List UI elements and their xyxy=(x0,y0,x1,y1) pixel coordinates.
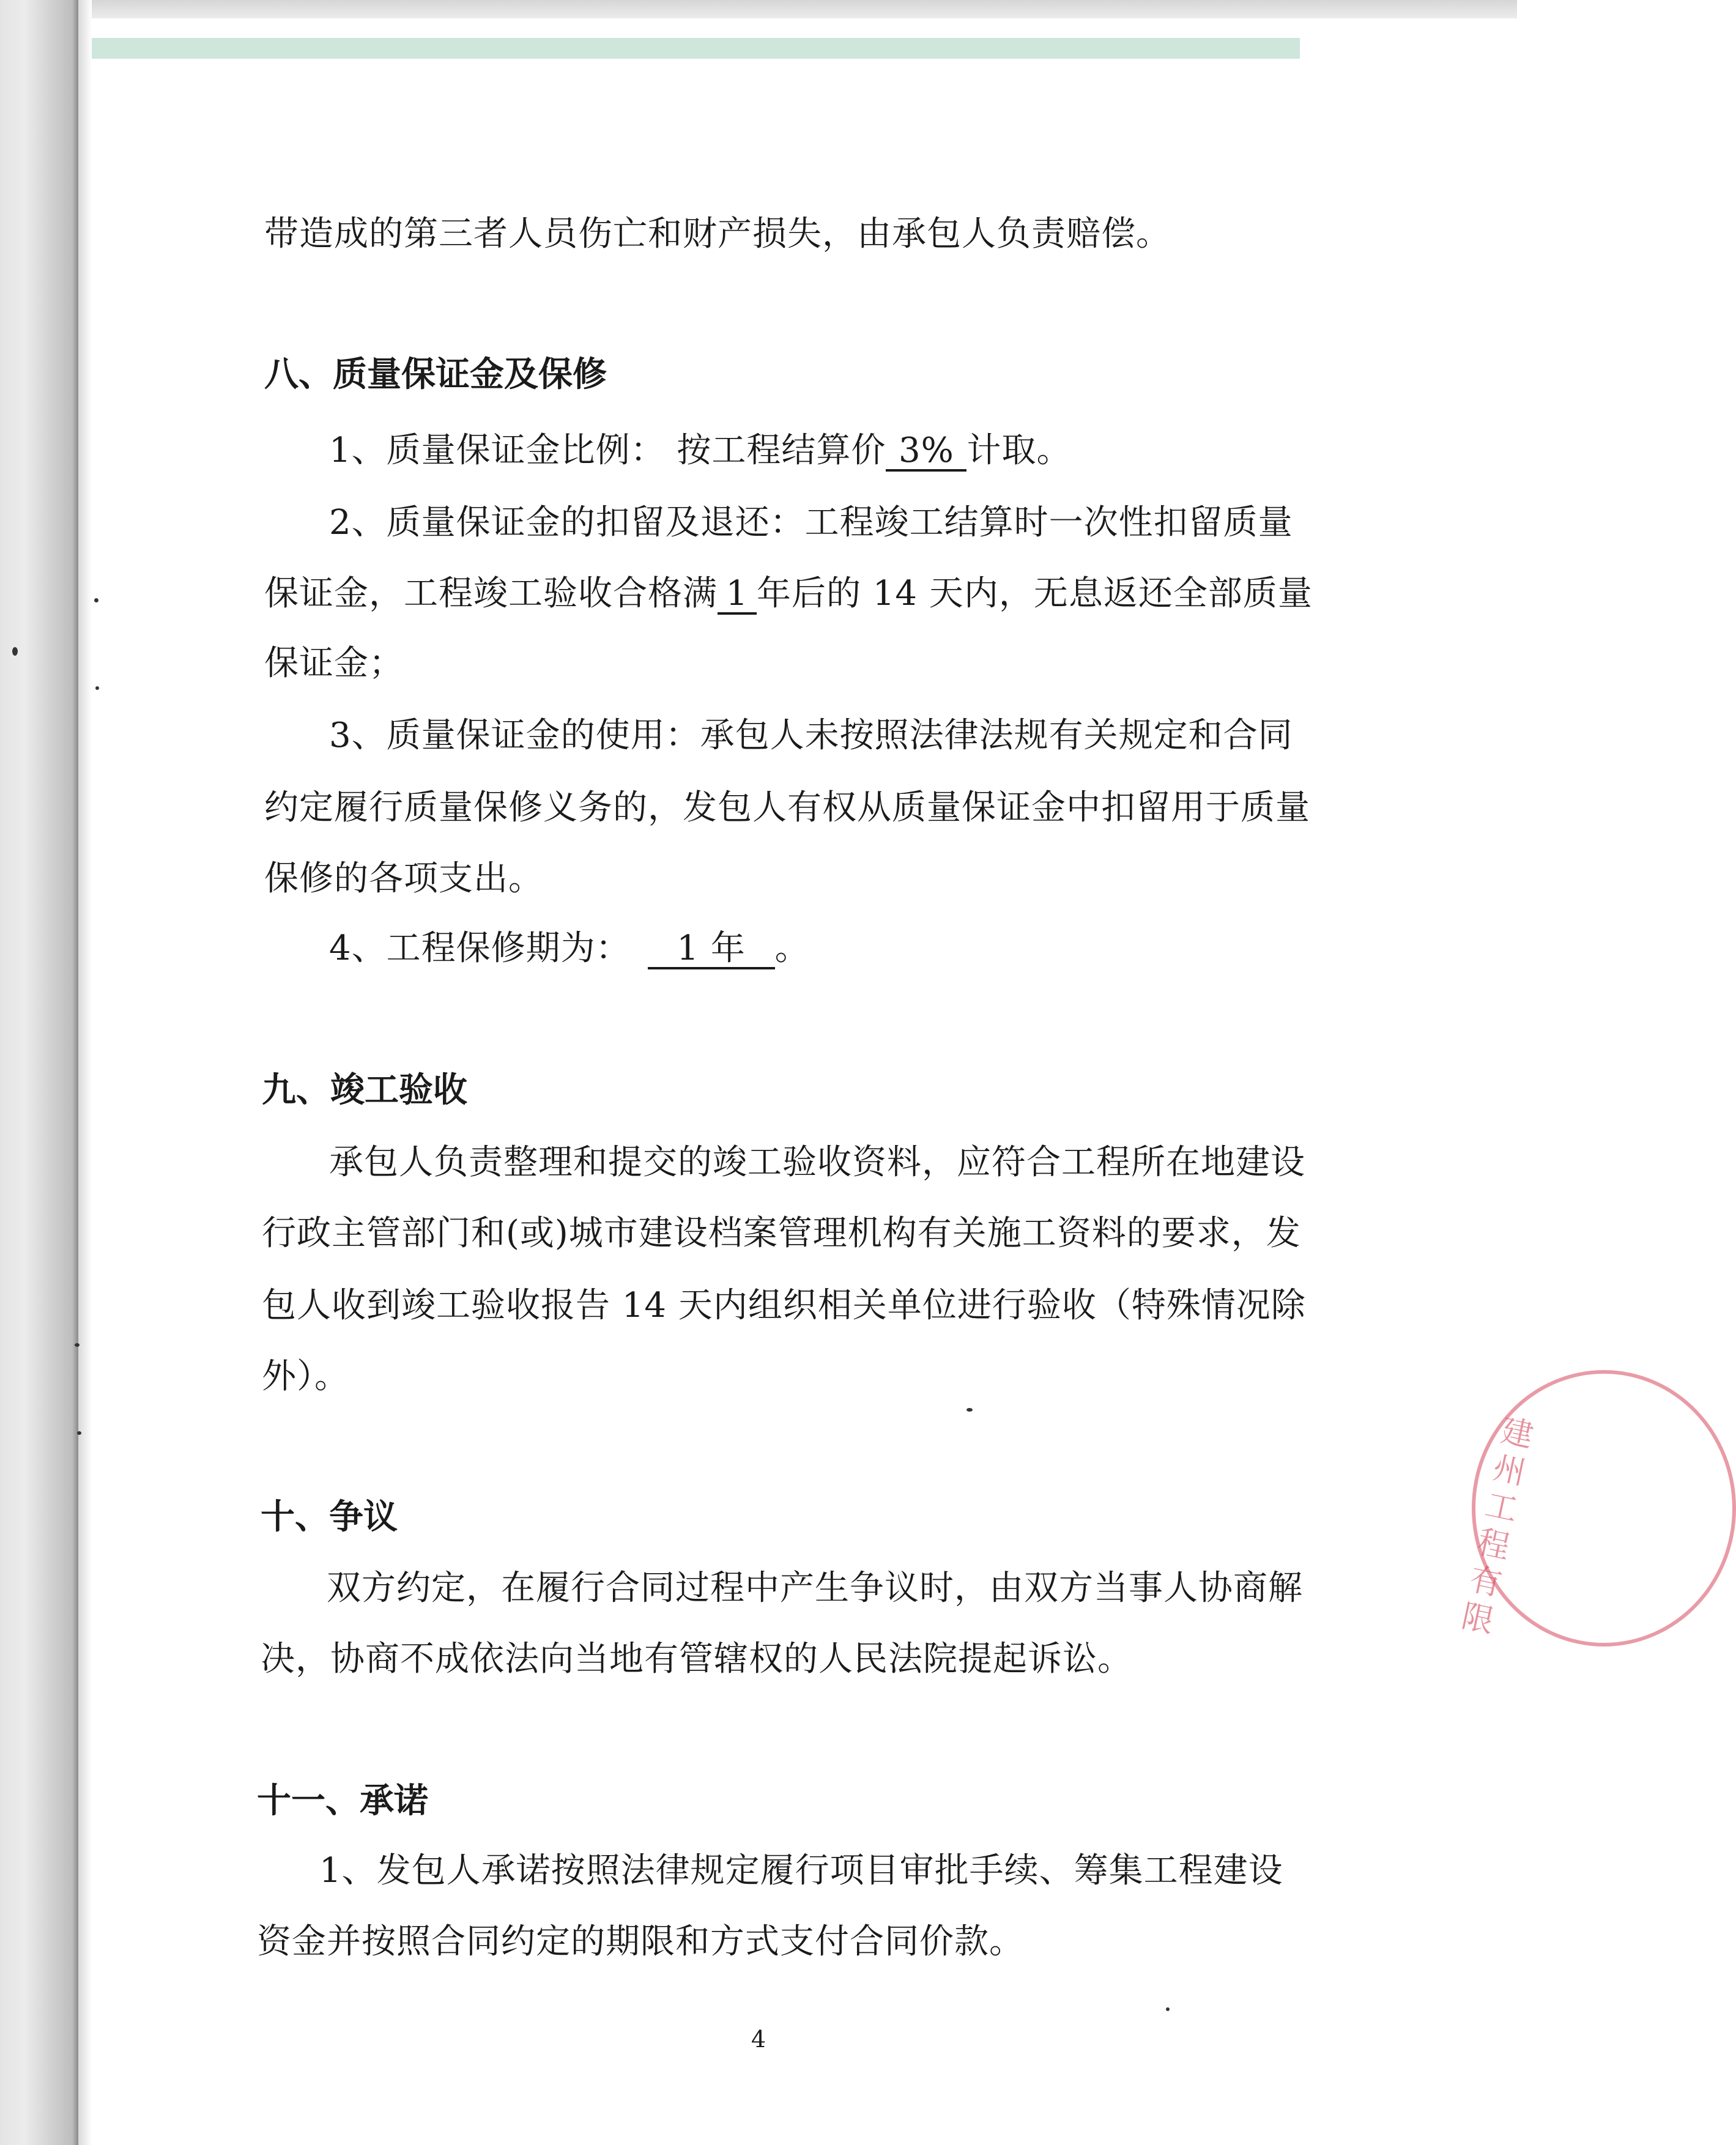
commitment-line-2: 资金并按照合同约定的期限和方式支付合同价款。 xyxy=(257,1922,1024,1962)
quality-item-3-line-1: 3、质量保证金的使用：承包人未按照法律法规有关规定和合同 xyxy=(329,716,1293,755)
section-heading-commitment: 十一、承诺 xyxy=(257,1781,428,1821)
commitment-line-1: 1、发包人承诺按照法律规定履行项目审批手续、筹集工程建设 xyxy=(319,1851,1283,1891)
quality-item-2-line-1: 2、质量保证金的扣留及退还：工程竣工结算时一次性扣留质量 xyxy=(329,503,1293,543)
scan-speck xyxy=(94,598,98,602)
scan-speck xyxy=(77,1431,81,1435)
quality-item-4 xyxy=(329,921,810,970)
quality-item-1 xyxy=(329,423,1071,472)
warranty-period-value: 1 年 xyxy=(648,931,775,969)
acceptance-line-4: 外）。 xyxy=(262,1357,349,1396)
section-heading-quality: 八、质量保证金及保修 xyxy=(264,355,607,395)
company-seal xyxy=(1458,1370,1537,1640)
quality-item-2-line-3: 保证金； xyxy=(264,643,404,683)
quality-item-2-line-2 xyxy=(264,566,1313,615)
quality-item-3-line-2: 约定履行质量保修义务的，发包人有权从质量保证金中扣留用于质量 xyxy=(264,788,1310,828)
page-number: 4 xyxy=(751,2026,766,2053)
acceptance-line-2: 行政主管部门和(或)城市建设档案管理机构有关施工资料的要求，发 xyxy=(262,1213,1301,1253)
scan-speck xyxy=(12,647,18,656)
scan-speck xyxy=(75,1343,80,1347)
retention-years-value: 1 xyxy=(718,576,757,615)
scan-left-shadow xyxy=(78,0,92,2145)
retention-label: 保证金，工程竣工验收合格满 xyxy=(264,574,718,613)
scan-left-edge xyxy=(0,0,78,2145)
retention-suffix: 年后的 14 天内，无息返还全部质量 xyxy=(757,574,1313,613)
quality-ratio-suffix: 计取。 xyxy=(966,431,1072,470)
section-heading-dispute: 十、争议 xyxy=(261,1497,398,1537)
continued-paragraph: 带造成的第三者人员伤亡和财产损失，由承包人负责赔偿。 xyxy=(264,214,1171,254)
scan-green-strip xyxy=(86,38,1300,59)
quality-ratio-value: 3% xyxy=(886,433,966,472)
quality-ratio-label: 1、质量保证金比例： 按工程结算价 xyxy=(329,431,886,470)
dispute-line-1: 双方约定，在履行合同过程中产生争议时，由双方当事人协商解 xyxy=(327,1568,1303,1608)
acceptance-line-1: 承包人负责整理和提交的竣工验收资料，应符合工程所在地建设 xyxy=(329,1143,1305,1182)
seal-text: 建州工程有限 xyxy=(1458,1412,1537,1640)
section-heading-acceptance: 九、竣工验收 xyxy=(262,1070,467,1110)
warranty-period-label: 4、工程保修期为： xyxy=(329,928,631,968)
scan-top-edge xyxy=(0,0,1517,18)
warranty-period-suffix: 。 xyxy=(774,928,810,968)
acceptance-line-3: 包人收到竣工验收报告 14 天内组织相关单位进行验收（特殊情况除 xyxy=(262,1286,1306,1325)
dispute-line-2: 决，协商不成依法向当地有管辖权的人民法院提起诉讼。 xyxy=(261,1639,1132,1679)
scan-speck xyxy=(95,686,99,690)
scan-speck xyxy=(966,1408,973,1412)
quality-item-3-line-3: 保修的各项支出。 xyxy=(264,859,543,898)
scan-speck xyxy=(1166,2007,1170,2011)
